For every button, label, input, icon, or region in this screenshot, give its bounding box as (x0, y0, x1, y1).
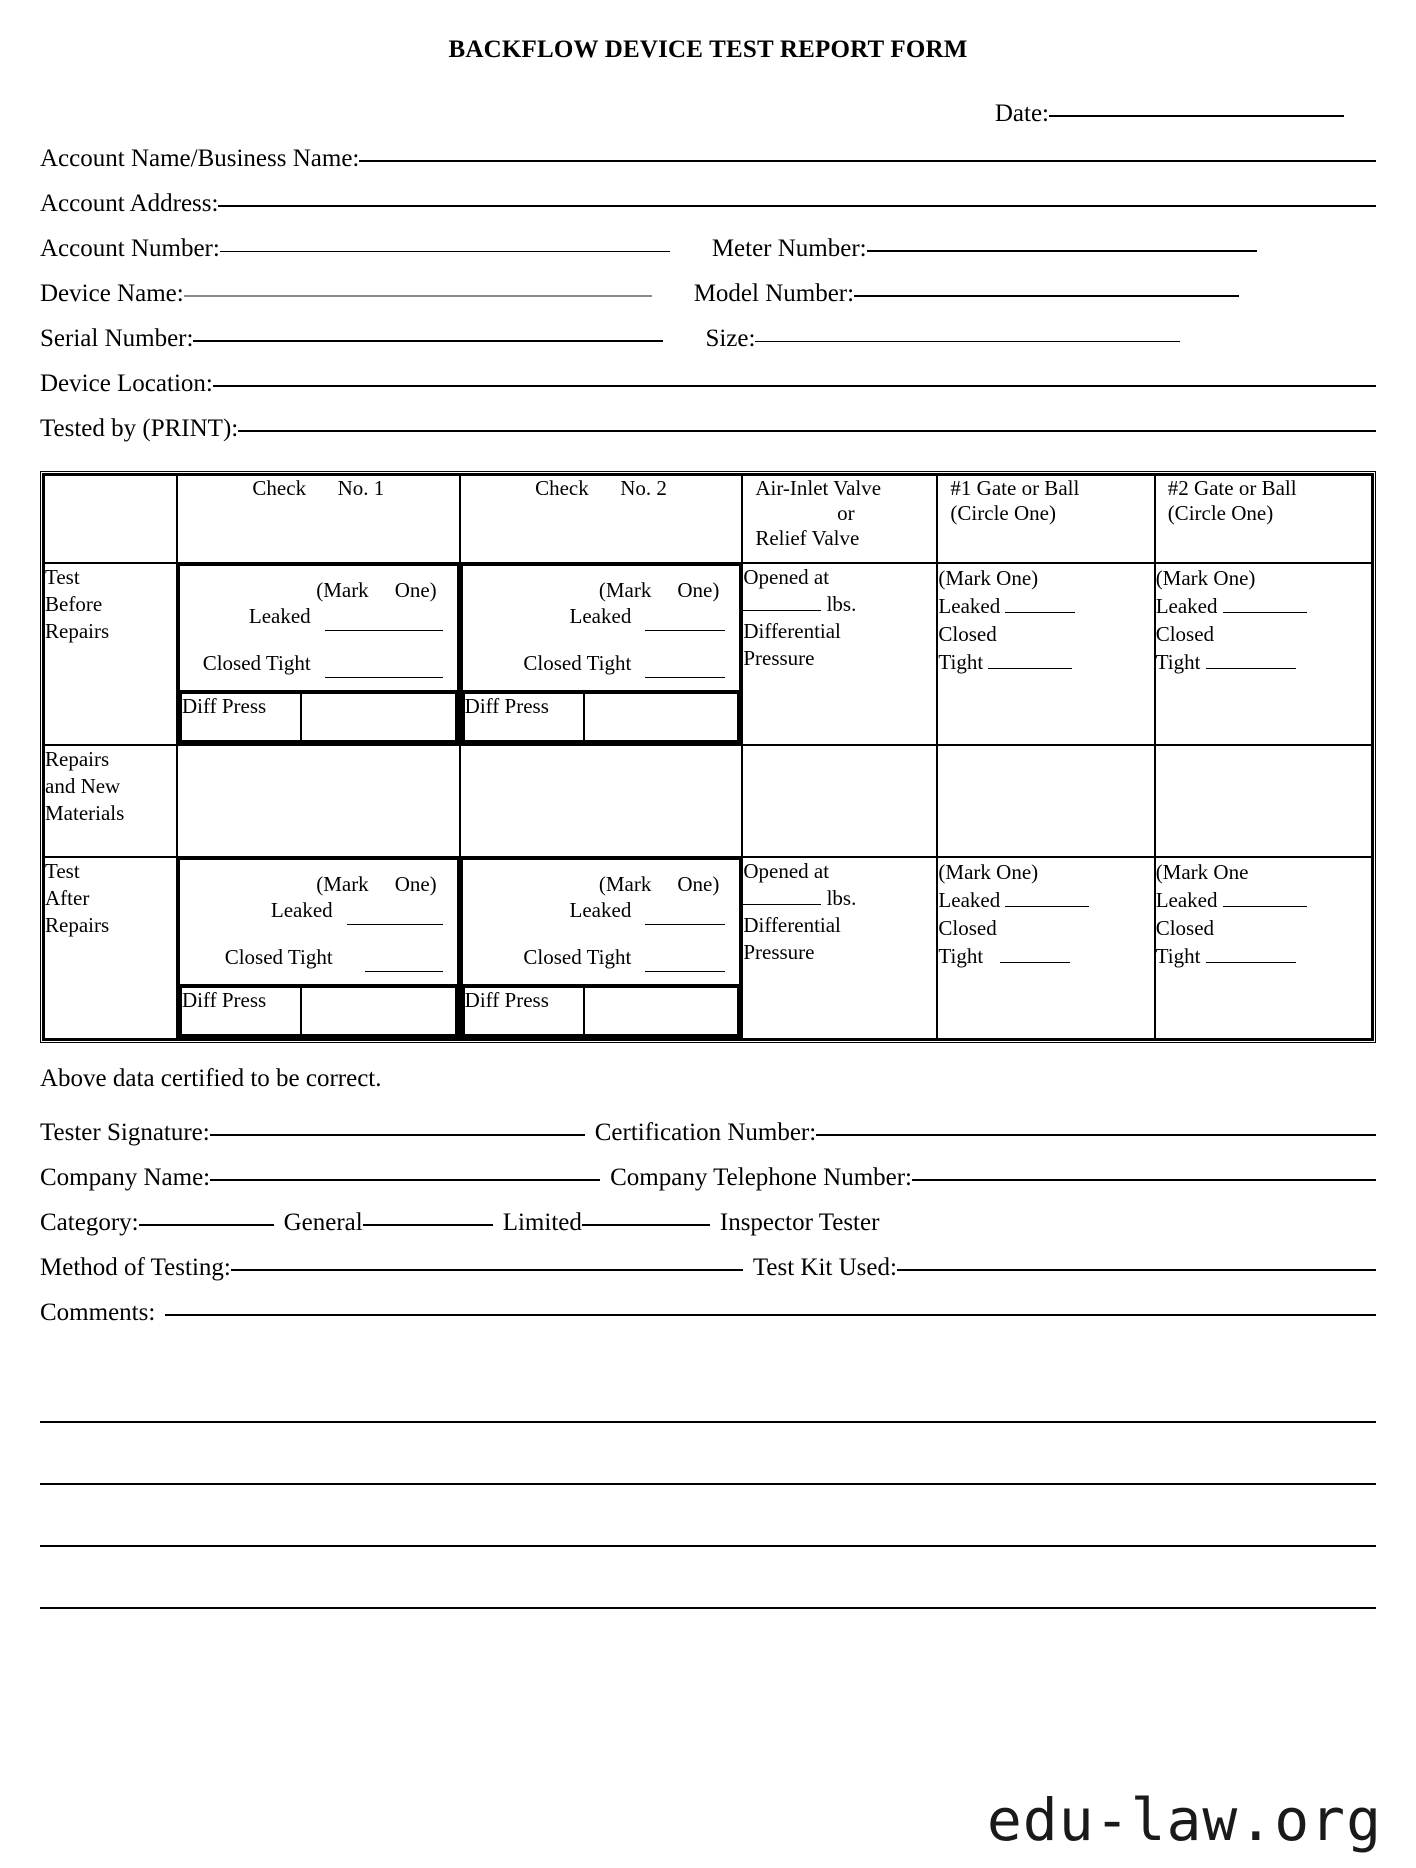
one-word: One) (394, 872, 437, 896)
check-2-after-marks (462, 859, 741, 985)
leaked-row (938, 886, 1153, 914)
model-number-input-rule[interactable] (854, 295, 1239, 297)
diff-press-label: Diff Press (181, 693, 301, 741)
cell-repairs-gate-1[interactable] (937, 745, 1154, 857)
limited-input-rule[interactable] (582, 1224, 710, 1226)
tight-row (938, 942, 1153, 970)
field-row-company-name-telephone (40, 1164, 1376, 1192)
leaked-row (938, 592, 1153, 620)
row-label-line: Repairs (45, 618, 110, 643)
air-inlet-line-1: Air-Inlet Valve (755, 476, 882, 500)
check-2-before-marks (462, 565, 741, 691)
company-name-label: Company Name: (40, 1164, 211, 1191)
row-label-test-after-repairs (44, 857, 177, 1039)
meter-number-label: Meter Number: (711, 235, 867, 262)
leaked-input-blank[interactable] (347, 904, 443, 925)
check-2-number: No. 2 (620, 476, 667, 500)
tester-signature-input-rule[interactable] (210, 1134, 585, 1136)
lbs-row (743, 885, 936, 912)
company-name-input-rule[interactable] (210, 1179, 600, 1181)
pressure-label: Pressure (743, 939, 815, 964)
mark-one-row (473, 872, 726, 897)
diff-press-value-cell[interactable] (301, 693, 456, 741)
general-label: General (283, 1209, 363, 1236)
tight-label: Tight (938, 944, 984, 969)
table-row (44, 745, 1372, 857)
device-name-label: Device Name: (40, 280, 184, 307)
table-row (44, 563, 1372, 745)
check-2-after-subtable (461, 858, 742, 1038)
check-1-word: Check (252, 476, 307, 500)
cell-after-check-2 (460, 857, 743, 1039)
closed-tight-input-blank[interactable] (645, 951, 725, 972)
field-row-device-name-model (40, 280, 1376, 308)
closed-tight-input-blank[interactable] (645, 657, 725, 678)
differential-label: Differential (743, 912, 841, 937)
certification-section (40, 1065, 1376, 1327)
leaked-closed-grid (473, 897, 726, 972)
account-number-input-rule[interactable] (220, 251, 670, 252)
opened-at-label: Opened at (743, 565, 830, 589)
test-kit-used-input-rule[interactable] (897, 1269, 1376, 1271)
method-of-testing-input-rule[interactable] (231, 1269, 743, 1271)
size-label: Size: (705, 325, 756, 352)
comment-line[interactable] (40, 1361, 1376, 1423)
row-label-line: and New (45, 773, 121, 798)
table-header-air-inlet-valve (742, 475, 937, 563)
tight-label: Tight (1155, 650, 1201, 675)
lbs-input-blank[interactable] (743, 610, 821, 611)
one-word: One) (677, 578, 720, 602)
closed-tight-label: Closed Tight (224, 945, 333, 969)
model-number-label: Model Number: (693, 280, 855, 307)
mark-one-row (190, 578, 443, 603)
mark-one-row (473, 578, 726, 603)
field-row-serial-size (40, 325, 1376, 353)
document-page (0, 36, 1416, 1868)
cell-before-check-1 (177, 563, 460, 745)
serial-number-input-rule[interactable] (193, 340, 663, 342)
tight-input-blank[interactable] (988, 668, 1072, 669)
cell-after-gate-1 (937, 857, 1154, 1039)
test-results-table (43, 474, 1373, 1040)
diff-press-label: Diff Press (181, 987, 301, 1035)
closed-tight-label: Closed Tight (523, 651, 632, 675)
pressure-label: Pressure (743, 645, 815, 670)
mark-one-row (190, 872, 443, 897)
tight-row (1156, 942, 1371, 970)
field-row-comments (40, 1299, 1376, 1327)
date-input-rule[interactable] (1049, 115, 1344, 117)
closed-tight-label: Closed Tight (202, 651, 311, 675)
diff-press-value-cell[interactable] (584, 987, 739, 1035)
inspector-tester-label: Inspector Tester (719, 1209, 880, 1236)
test-results-table-wrapper (40, 471, 1376, 1043)
field-row-account-number-meter (40, 235, 1376, 263)
mark-one-label: (Mark One) (938, 566, 1039, 590)
comment-line[interactable] (40, 1423, 1376, 1485)
table-header-check-no-2 (460, 475, 743, 563)
air-inlet-line-3: Relief Valve (755, 525, 860, 550)
field-row-method-test-kit (40, 1254, 1376, 1282)
row-label-test-before-repairs (44, 563, 177, 745)
watermark: edu-law.org (986, 1786, 1382, 1854)
certification-number-input-rule[interactable] (816, 1134, 1376, 1136)
closed-tight-input-blank[interactable] (325, 657, 443, 678)
limited-label: Limited (502, 1209, 582, 1236)
diff-press-value-cell[interactable] (584, 693, 739, 741)
field-row-account-name (40, 145, 1376, 173)
diff-press-row (179, 985, 458, 1037)
table-header-gate-1 (937, 475, 1154, 563)
diff-press-label: Diff Press (464, 987, 584, 1035)
mark-word: (Mark (598, 578, 652, 602)
meter-number-input-rule[interactable] (867, 250, 1257, 252)
serial-number-label: Serial Number: (40, 325, 194, 352)
leaked-input-blank[interactable] (1005, 906, 1089, 907)
page-title: BACKFLOW DEVICE TEST REPORT FORM (448, 36, 968, 63)
gate-1-line-1: #1 Gate or Ball (950, 476, 1080, 500)
leaked-row (1156, 592, 1371, 620)
device-location-input-rule[interactable] (213, 385, 1376, 387)
differential-label: Differential (743, 618, 841, 643)
mark-one-label: (Mark One) (938, 860, 1039, 884)
leaked-label: Leaked (1155, 888, 1218, 913)
tester-signature-label: Tester Signature: (40, 1119, 210, 1146)
cell-repairs-check-1[interactable] (177, 745, 460, 857)
company-telephone-input-rule[interactable] (912, 1179, 1376, 1181)
air-inlet-line-2: or (837, 500, 855, 525)
leaked-input-blank[interactable] (1005, 612, 1075, 613)
header-fields-section (0, 100, 1416, 443)
leaked-closed-grid (190, 897, 443, 972)
leaked-input-blank[interactable] (645, 904, 725, 925)
tight-row (1156, 648, 1371, 676)
cell-before-gate-1 (937, 563, 1154, 745)
check-1-before-subtable (178, 564, 459, 744)
certified-statement: Above data certified to be correct. (40, 1065, 382, 1092)
date-label: Date: (994, 100, 1049, 127)
closed-label: Closed (1155, 622, 1215, 647)
tested-by-input-rule[interactable] (238, 430, 1376, 432)
check-2-before-subtable (461, 564, 742, 744)
leaked-input-blank[interactable] (1223, 906, 1307, 907)
field-row-account-address (40, 190, 1376, 218)
row-label-line: Test (45, 565, 80, 589)
leaked-input-blank[interactable] (325, 610, 443, 631)
leaked-closed-grid (190, 603, 443, 678)
cell-after-gate-2 (1155, 857, 1372, 1039)
leaked-label: Leaked (270, 898, 333, 922)
cell-after-check-1 (177, 857, 460, 1039)
comment-line[interactable] (40, 1547, 1376, 1609)
table-header-row (44, 475, 1372, 563)
diff-press-value-cell[interactable] (301, 987, 456, 1035)
table-header-blank (44, 475, 177, 563)
mark-word: (Mark (316, 578, 369, 602)
row-label-line: Repairs (45, 912, 110, 937)
row-label-line: Repairs (45, 747, 110, 771)
closed-tight-input-blank[interactable] (365, 951, 443, 972)
field-row-category (40, 1209, 1376, 1237)
diff-press-row (462, 985, 741, 1037)
table-row (44, 857, 1372, 1039)
tight-input-blank[interactable] (1000, 962, 1070, 963)
account-name-label: Account Name/Business Name: (40, 145, 360, 172)
certification-number-label: Certification Number: (594, 1119, 817, 1146)
cell-after-air-inlet (742, 857, 937, 1039)
row-label-line: After (45, 885, 90, 910)
row-label-line: Before (45, 591, 103, 616)
tight-input-blank[interactable] (1206, 962, 1296, 963)
device-name-input-rule[interactable] (184, 295, 652, 297)
field-row-signature-certification (40, 1119, 1376, 1147)
lbs-input-blank[interactable] (743, 904, 821, 905)
cell-repairs-gate-2[interactable] (1155, 745, 1372, 857)
account-name-input-rule[interactable] (359, 160, 1376, 162)
account-address-label: Account Address: (40, 190, 219, 217)
comments-label: Comments: (40, 1299, 156, 1326)
size-input-rule[interactable] (755, 341, 1180, 342)
mark-one-label: (Mark One) (1155, 566, 1256, 590)
general-input-rule[interactable] (363, 1224, 493, 1226)
mark-word: (Mark (316, 872, 369, 896)
leaked-label: Leaked (1155, 594, 1218, 619)
gate-2-line-2: (Circle One) (1167, 500, 1274, 525)
diff-press-label: Diff Press (464, 693, 584, 741)
leaked-label: Leaked (569, 898, 632, 922)
cell-before-check-2 (460, 563, 743, 745)
tight-input-blank[interactable] (1206, 668, 1296, 669)
account-address-input-rule[interactable] (218, 205, 1376, 207)
closed-label: Closed (1155, 916, 1215, 941)
cell-repairs-air-inlet[interactable] (742, 745, 937, 857)
diff-press-subtable (180, 986, 457, 1036)
tight-label: Tight (938, 650, 984, 675)
row-label-line: Materials (45, 800, 125, 825)
check-1-after-subtable (178, 858, 459, 1038)
leaked-input-blank[interactable] (645, 610, 725, 631)
row-label-line: Test (45, 859, 80, 883)
company-telephone-label: Company Telephone Number: (610, 1164, 913, 1191)
lbs-label: lbs. (826, 885, 857, 910)
comment-line[interactable] (40, 1485, 1376, 1547)
table-header-check-no-1 (177, 475, 460, 563)
leaked-label: Leaked (938, 594, 1001, 619)
leaked-closed-grid (473, 603, 726, 678)
leaked-label: Leaked (569, 604, 632, 628)
lbs-label: lbs. (826, 591, 857, 616)
gate-1-line-2: (Circle One) (950, 500, 1056, 525)
leaked-input-blank[interactable] (1223, 612, 1307, 613)
one-word: One) (677, 872, 720, 896)
diff-press-row (179, 691, 458, 743)
diff-press-subtable (180, 692, 457, 742)
tight-row (938, 648, 1153, 676)
cell-before-air-inlet (742, 563, 937, 745)
method-of-testing-label: Method of Testing: (40, 1254, 231, 1281)
comments-input-rule[interactable] (165, 1314, 1376, 1316)
gate-2-line-1: #2 Gate or Ball (1167, 476, 1297, 500)
test-kit-used-label: Test Kit Used: (752, 1254, 897, 1281)
tested-by-label: Tested by (PRINT): (40, 415, 239, 442)
leaked-row (1156, 886, 1371, 914)
diff-press-row (462, 691, 741, 743)
comments-blank-lines (40, 1361, 1376, 1609)
diff-press-subtable (463, 692, 740, 742)
check-2-word: Check (535, 476, 589, 500)
category-input-rule[interactable] (139, 1224, 274, 1226)
category-label: Category: (40, 1209, 139, 1236)
diff-press-subtable (463, 986, 740, 1036)
tight-label: Tight (1155, 944, 1201, 969)
cell-before-gate-2 (1155, 563, 1372, 745)
one-word: One) (394, 578, 437, 602)
opened-at-label: Opened at (743, 859, 830, 883)
closed-label: Closed (938, 916, 997, 941)
account-number-label: Account Number: (40, 235, 220, 262)
lbs-row (743, 591, 936, 618)
leaked-label: Leaked (248, 604, 311, 628)
check-1-number: No. 1 (337, 476, 385, 500)
mark-word: (Mark (598, 872, 652, 896)
leaked-label: Leaked (938, 888, 1001, 913)
table-header-gate-2 (1155, 475, 1372, 563)
field-row-device-location (40, 370, 1376, 398)
check-1-after-marks (179, 859, 458, 985)
closed-label: Closed (938, 622, 997, 647)
closed-tight-label: Closed Tight (523, 945, 632, 969)
cell-repairs-check-2[interactable] (460, 745, 743, 857)
field-row-date (40, 100, 1376, 128)
device-location-label: Device Location: (40, 370, 213, 397)
row-label-repairs-and-new-materials (44, 745, 177, 857)
field-row-tested-by (40, 415, 1376, 443)
check-1-before-marks (179, 565, 458, 691)
mark-one-label: (Mark One (1155, 860, 1249, 884)
